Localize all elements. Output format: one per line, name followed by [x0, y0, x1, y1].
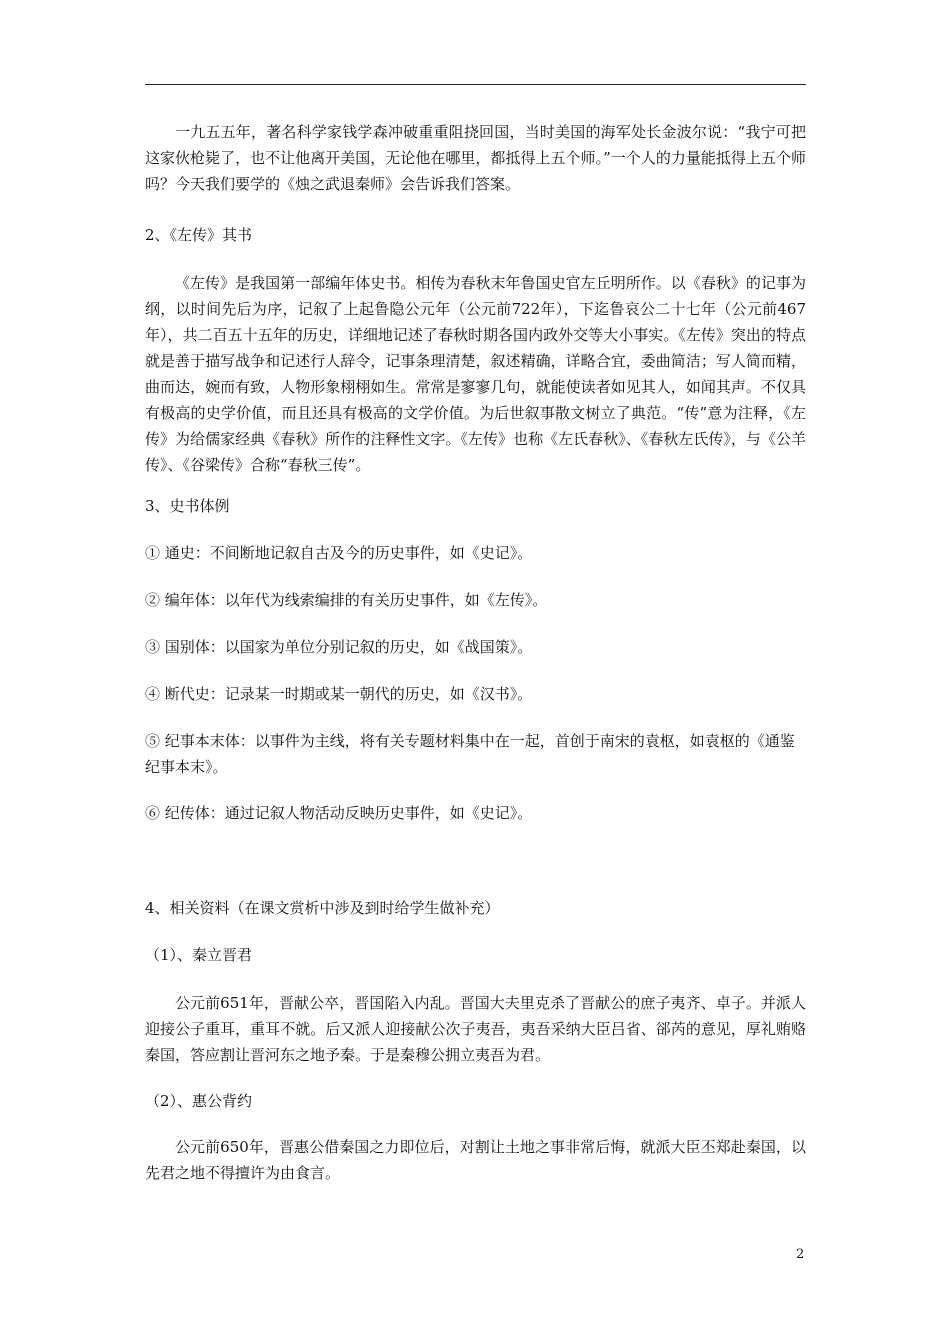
subsection-1-body: 公元前651年，晋献公卒，晋国陷入内乱。晋国大夫里克杀了晋献公的庶子夷齐、卓子。并派人迎接公子重耳，重耳不就。后又派人迎接献公次子夷吾，夷吾采纳大臣吕省、郤芮的意见，厚礼贿赂秦国，答应割让晋河东之地予秦。于是秦穆公拥立夷吾为君。: [145, 994, 806, 1064]
section-2-body: 《左传》是我国第一部编年体史书。相传为春秋末年鲁国史官左丘明所作。以《春秋》的记事为纲，以时间先后为序，记叙了上起鲁隐公元年（公元前722年），下迄鲁哀公二十七年（公元前467年），共二百五十五年的历史，详细地记述了春秋时期各国内政外交等大小事实。《左传》突出的特点就是善于描写战争和记述行人辞令，记事条理清楚，叙述精确，详略合宜，委曲简洁；写人简而精，曲而达，婉而有致，人物形象栩栩如生。常常是寥寥几句，就能使读者如见其人，如闻其声。不仅具有极高的史学价值，而且还具有极高的文学价值。为后世叙事散文树立了典范。“传”意为注释，《左传》为给儒家经典《春秋》所作的注释性文字。《左传》也称《左氏春秋》、《春秋左氏传》，与《公羊传》、《谷梁传》合称“春秋三传”。: [145, 274, 806, 474]
header-rule: [145, 84, 806, 85]
list-item: ① 通史：不间断地记叙自古及今的历史事件，如《史记》。: [145, 544, 533, 562]
section-4-heading: 4、相关资料（在课文赏析中涉及到时给学生做补充）: [145, 899, 500, 917]
list-item: ⑤ 纪事本末体：以事件为主线，将有关专题材料集中在一起，首创于南宋的袁枢，如袁枢的《通鉴纪事本末》。: [145, 732, 795, 776]
intro-paragraph: 一九五五年，著名科学家钱学森冲破重重阻挠回国，当时美国的海军处长金波尔说：“我宁可把这家伙枪毙了，也不让他离开美国，无论他在哪里，都抵得上五个师。”一个人的力量能抵得上五个师吗？今天我们要学的《烛之武退秦师》会告诉我们答案。: [145, 123, 806, 193]
page-number: 2: [796, 1247, 805, 1262]
subsection-2-heading: （2）、惠公背约: [145, 1092, 253, 1110]
section-3-heading: 3、史书体例: [145, 497, 230, 515]
list-item: ④ 断代史：记录某一时期或某一朝代的历史，如《汉书》。: [145, 685, 533, 703]
list-item: ⑥ 纪传体：通过记叙人物活动反映历史事件，如《史记》。: [145, 804, 533, 822]
subsection-2-body: 公元前650年，晋惠公借秦国之力即位后，对割让土地之事非常后悔，就派大臣丕郑赴秦国，以先君之地不得擅许为由食言。: [145, 1138, 806, 1182]
section-2-heading: 2、《左传》其书: [145, 226, 253, 244]
list-item: ③ 国别体：以国家为单位分别记叙的历史，如《战国策》。: [145, 638, 533, 656]
subsection-1-heading: （1）、秦立晋君: [145, 946, 253, 964]
list-item: ② 编年体：以年代为线索编排的有关历史事件，如《左传》。: [145, 591, 548, 609]
